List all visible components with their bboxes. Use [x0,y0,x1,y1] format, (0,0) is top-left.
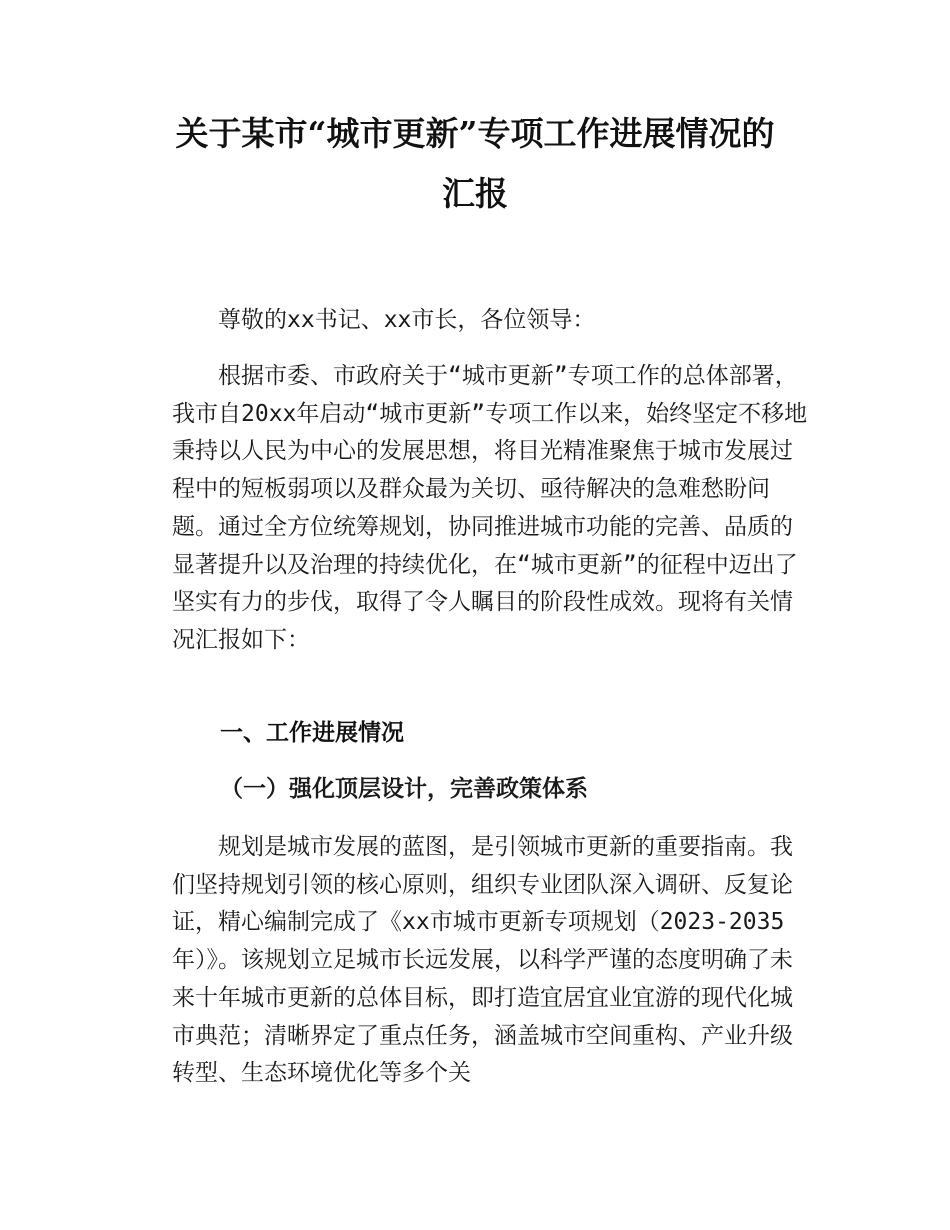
document-title-line-2: 汇报 [442,174,508,213]
subsection-paragraph-planning: 规划是城市发展的蓝图，是引领城市更新的重要指南。我们坚持规划引领的核心原则，组织专业团队深入调研、反复论证，精心编制完成了《xx市城市更新专项规划（2023-2035年）》。该规划立足城市长远发展，以科学严谨的态度明确了未来十年城市更新的总体目标，即打造宜居宜业宜游的现代化城市典范；清晰界定了重点任务，涵盖城市空间重构、产业升级转型、生态环境优化等多个关 [172,834,793,1087]
intro-paragraph: 根据市委、市政府关于“城市更新”专项工作的总体部署，我市自20xx年启动“城市更新”专项工作以来，始终坚定不移地秉持以人民为中心的发展思想，将目光精准聚焦于城市发展过程中的短板弱项以及群众最为关切、亟待解决的急难愁盼问题。通过全方位统筹规划，协同推进城市功能的完善、品质的显著提升以及治理的持续优化，在“城市更新”的征程中迈出了坚实有力的步伐，取得了令人瞩目的阶段性成效。现将有关情况汇报如下： [172,363,808,653]
section-heading-work-progress: 一、工作进展情况 [220,720,404,746]
document-title-line-1: 关于某市“城市更新”专项工作进展情况的 [175,114,775,153]
subsection-heading-top-level-design: （一）强化顶层设计，完善政策体系 [220,776,588,802]
greeting: 尊敬的xx书记、xx市长，各位领导： [218,307,596,333]
